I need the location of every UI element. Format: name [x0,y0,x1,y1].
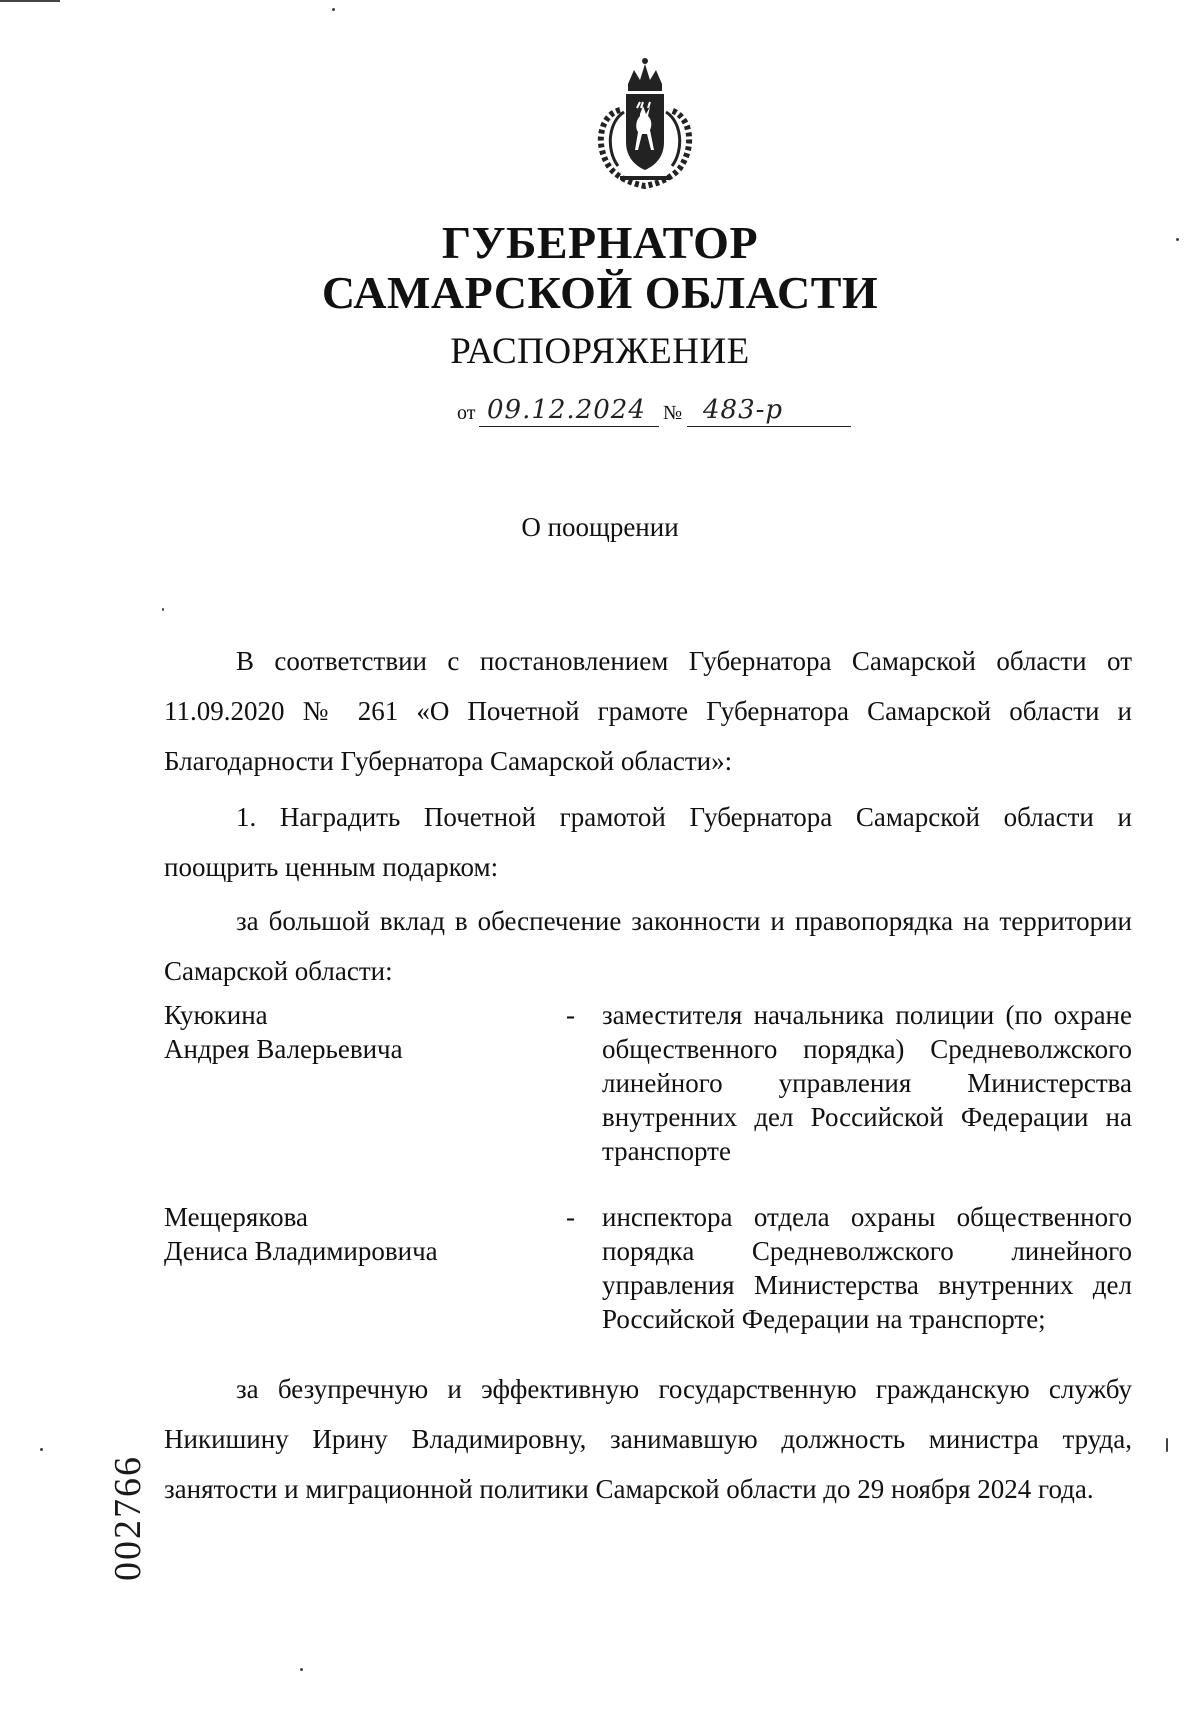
awardee-given-names: Андрея Валерьевича [164,1034,403,1064]
awardee-name [164,1200,564,1268]
preamble-paragraph [164,636,1132,786]
margin-serial-stamp: 002766 [107,1455,149,1581]
awardee-surname: Куюкина [164,1000,268,1030]
awardee-surname: Мещерякова [164,1202,308,1232]
awardee-position: заместителя начальника полиции (по охране общественного порядка) Средневолжского линейного управления Министерства внутренних дел Российской Федерации на транспорте [602,1000,1132,1166]
number-prefix: № [663,402,683,424]
awardee-position: инспектора отдела охраны общественного порядка Средневолжского линейного управления Министерства внутренних дел Российской Федерации на транспорте; [602,1202,1132,1334]
awardee-dash: - [566,1000,575,1030]
awardee-dash: - [566,1202,575,1232]
awardee-name [164,998,564,1066]
date-prefix: от [457,402,476,424]
scan-speck [300,1668,303,1671]
scan-speck [1166,1438,1168,1452]
number-underline [687,426,851,427]
scan-edge-line [0,0,60,2]
handwritten-date: 09.12.2024 [487,395,646,425]
scan-speck [332,8,335,11]
date-number-line [457,393,857,433]
date-underline [479,426,659,427]
merit-2-text: за безупречную и эффективную государственную гражданскую службу Никишину Ирину Владимировну, занимавшую должность министра труда, занятости и миграционной политики Самарской области до 29 ноября 2024 года. [164,1374,1132,1504]
item-1-text: 1. Наградить Почетной грамотой Губернатора Самарской области и поощрить ценным подарком: [164,802,1132,882]
item-1-paragraph [164,792,1132,892]
awardee-entry [164,1200,1132,1340]
preamble-text: В соответствии с постановлением Губернатора Самарской области от 11.09.2020 № 261 «О Почетной грамоте Губернатора Самарской области и Благодарности Губернатора Самарской области»: [164,646,1132,776]
authority-title-line1: ГУБЕРНАТОР [441,217,759,268]
merit-2-paragraph [164,1364,1132,1514]
merit-1-paragraph [164,896,1132,996]
scan-speck [1176,238,1179,241]
document-type: РАСПОРЯЖЕНИЕ [450,331,750,372]
authority-title-line2: САМАРСКОЙ ОБЛАСТИ [321,267,879,318]
scan-speck [40,1448,43,1451]
merit-1-text: за большой вклад в обеспечение законности и правопорядка на территории Самарской области: [164,906,1132,986]
scan-speck [162,608,164,611]
awardee-given-names: Дениса Владимировича [164,1236,438,1266]
coat-of-arms-icon [580,50,710,190]
handwritten-number: 483-р [703,395,784,425]
document-subject: О поощрении [521,512,679,542]
awardee-entry [164,998,1132,1166]
